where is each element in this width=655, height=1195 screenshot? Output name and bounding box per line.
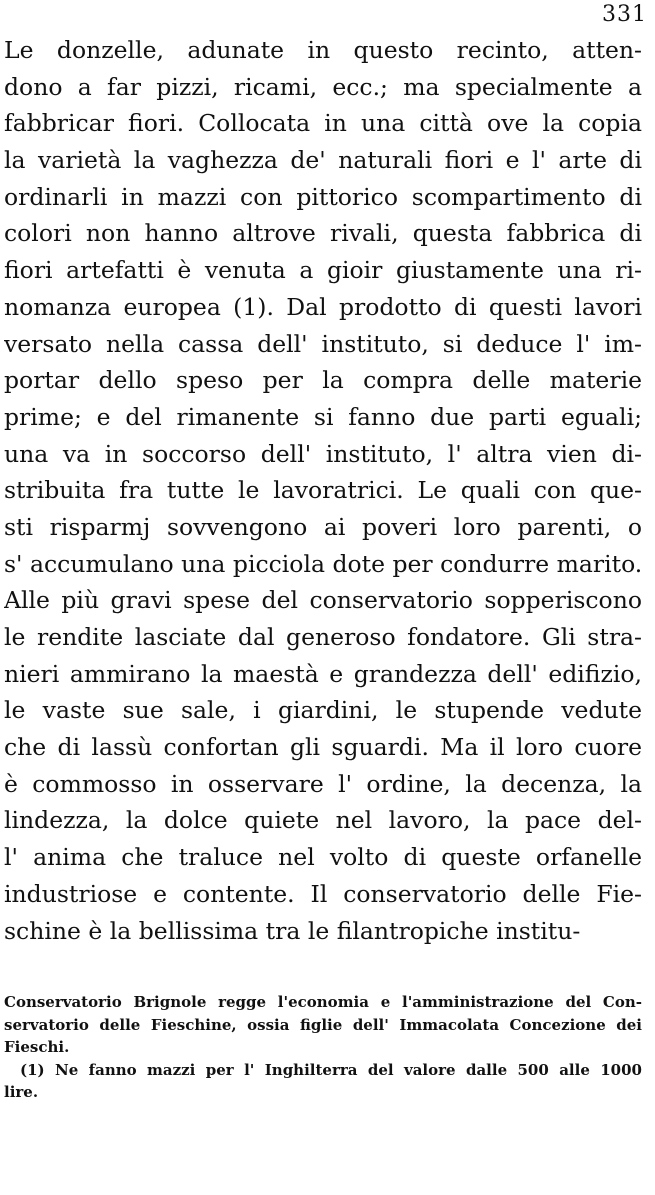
footnote-line: Conservatorio Brignole regge l'economia e l'amministrazione del Con- bbox=[4, 993, 642, 1011]
body-line: una va in soccorso dell' instituto, l' altra vien di- bbox=[4, 439, 642, 468]
footnote-line: Fieschi. bbox=[4, 1038, 70, 1056]
body-line: portar dello speso per la compra delle materie bbox=[4, 366, 642, 395]
body-line: fabbricar fiori. Collocata in una città ove la copia bbox=[4, 109, 642, 138]
body-line: l' anima che traluce nel volto di queste orfanelle bbox=[4, 843, 642, 872]
body-line: è commosso in osservare l' ordine, la decenza, la bbox=[4, 769, 642, 798]
body-line: le rendite lasciate dal generoso fondatore. Gli stra- bbox=[4, 623, 642, 651]
body-line: Le donzelle, adunate in questo recinto, atten- bbox=[4, 36, 642, 64]
body-line: la varietà la vaghezza de' naturali fiori e l' arte di bbox=[4, 146, 642, 175]
body-line: ordinarli in mazzi con pittorico scompartimento di bbox=[4, 182, 642, 211]
body-line: dono a far pizzi, ricami, ecc.; ma specialmente a bbox=[4, 72, 642, 101]
body-line: nieri ammirano la maestà e grandezza dell' edifizio, bbox=[4, 659, 642, 688]
body-line: le vaste sue sale, i giardini, le stupende vedute bbox=[4, 696, 642, 725]
body-line: s' accumulano una picciola dote per condurre marito. bbox=[4, 549, 642, 578]
footnote-1: (1) Ne fanno mazzi per l' Inghilterra del valore dalle 500 alle 1000 bbox=[20, 1060, 642, 1079]
body-line: lindezza, la dolce quiete nel lavoro, la pace del- bbox=[4, 806, 642, 835]
body-line: industriose e contente. Il conservatorio delle Fie- bbox=[4, 879, 642, 908]
body-line: prime; e del rimanente si fanno due parti eguali; bbox=[4, 402, 642, 431]
body-line: che di lassù confortan gli sguardi. Ma il loro cuore bbox=[4, 733, 642, 762]
footnote-line: servatorio delle Fieschine, ossia figlie dell' Immacolata Concezione dei bbox=[4, 1015, 642, 1034]
body-line: Alle più gravi spese del conservatorio sopperiscono bbox=[4, 586, 642, 615]
body-line: colori non hanno altrove rivali, questa fabbrica di bbox=[4, 219, 642, 248]
body-line: fiori artefatti è venuta a gioir giustamente una ri- bbox=[4, 256, 642, 285]
body-text bbox=[4, 32, 642, 949]
body-line: schine è la bellissima tra le filantropiche institu- bbox=[4, 916, 581, 945]
footnotes bbox=[4, 991, 642, 1104]
footnote-line: lire. bbox=[4, 1083, 39, 1101]
body-line: nomanza europea (1). Dal prodotto di questi lavori bbox=[4, 292, 642, 321]
body-line: stribuita fra tutte le lavoratrici. Le quali con que- bbox=[4, 476, 642, 505]
page-number: 331 bbox=[602, 2, 647, 27]
body-line: sti risparmj sovvengono ai poveri loro parenti, o bbox=[4, 512, 642, 541]
body-line: versato nella cassa dell' instituto, si deduce l' im- bbox=[4, 329, 642, 358]
